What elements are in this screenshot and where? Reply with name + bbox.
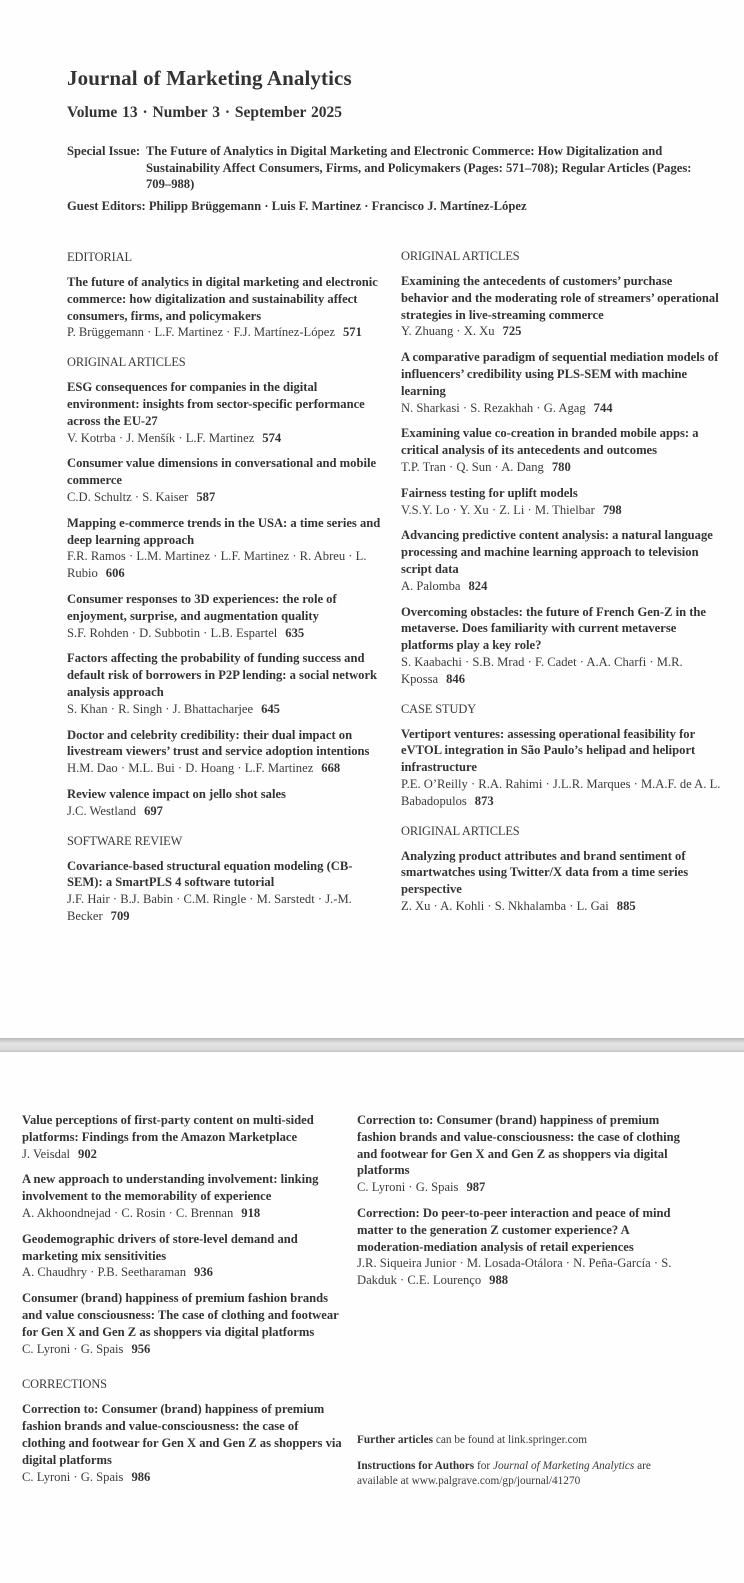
article-authors	[67, 489, 387, 506]
footer-notes	[357, 1433, 687, 1500]
author-list: V.S.Y. Lo · Y. Xu · Z. Li · M. Thielbar	[401, 502, 595, 517]
article-authors	[67, 324, 387, 341]
page-number: 645	[261, 701, 280, 716]
article-authors	[67, 625, 387, 642]
further-articles-note	[357, 1433, 687, 1448]
author-list: J.C. Westland	[67, 803, 137, 818]
guest-editors: Guest Editors: Philipp Brüggemann · Luis F. Martinez · Francisco J. Martínez-López	[67, 199, 527, 213]
section-heading: ORIGINAL ARTICLES	[67, 355, 186, 370]
section-heading: CASE STUDY	[401, 701, 477, 716]
author-list: J.F. Hair · B.J. Babin · C.M. Ringle · M. Sarstedt · J.-M. Becker	[67, 892, 352, 923]
article-authors	[22, 1205, 342, 1222]
page-number: 574	[262, 430, 282, 445]
page-number: 709	[110, 908, 130, 923]
section-heading: ORIGINAL ARTICLES	[401, 249, 520, 263]
instructions-label: Instructions for Authors	[357, 1460, 475, 1472]
author-list: A. Akhoondnejad · C. Rosin · C. Brennan	[22, 1205, 234, 1220]
page2-left-column	[22, 1112, 342, 1494]
instructions-for-text: for	[474, 1460, 493, 1472]
article-authors	[67, 803, 387, 820]
article-authors	[67, 701, 387, 718]
page1-right-column	[401, 249, 721, 924]
article-title[interactable]: Vertiport ventures: assessing operational feasibility for eVTOL integration in São Paulo’s helipad and heliport infrastructure	[401, 726, 696, 775]
article-entry[interactable]	[67, 274, 387, 341]
author-list: C. Lyroni · G. Spais	[22, 1341, 124, 1356]
article-entry[interactable]	[401, 485, 721, 519]
further-articles-link[interactable]: can be found at link.springer.com	[433, 1434, 588, 1446]
article-entry[interactable]	[67, 379, 387, 446]
page2-right-column	[357, 1112, 687, 1298]
article-title[interactable]: ESG consequences for companies in the digital environment: insights from sector-specific performance across the EU-27	[67, 380, 365, 428]
article-title[interactable]: Doctor and celebrity credibility: their dual impact on livestream viewers’ trust and service adoption intentions	[67, 727, 370, 759]
page-separator	[0, 1038, 744, 1052]
page-number: 725	[502, 324, 522, 339]
author-list: C. Lyroni · G. Spais	[357, 1180, 459, 1195]
page-number: 824	[468, 578, 488, 593]
article-authors	[67, 430, 387, 447]
page-number: 936	[194, 1265, 213, 1280]
page-number: 846	[446, 671, 465, 686]
article-title[interactable]: Consumer value dimensions in conversational and mobile commerce	[67, 456, 377, 488]
article-entry[interactable]	[22, 1401, 342, 1485]
article-authors	[401, 898, 721, 915]
article-title[interactable]: The future of analytics in digital marketing and electronic commerce: how digitalization and sustainability affect consumers, firms, and policymakers	[67, 275, 378, 323]
article-authors	[401, 578, 721, 595]
author-list: J.R. Siqueira Junior · M. Losada-Otálora · N. Peña-García · S. Dakduk · C.E. Lourenço	[357, 1256, 672, 1288]
author-list: N. Sharkasi · S. Rezakhah · G. Agag	[401, 400, 586, 415]
page-number: 988	[489, 1273, 509, 1288]
article-authors	[22, 1341, 342, 1358]
article-authors	[67, 548, 387, 582]
page-number: 587	[196, 489, 216, 504]
page-number: 697	[144, 803, 163, 818]
article-entry[interactable]	[401, 604, 721, 688]
article-authors	[22, 1469, 342, 1486]
volume-issue-line: Volume 13 · Number 3 · September 2025	[67, 104, 342, 121]
article-authors	[67, 760, 387, 777]
article-authors	[401, 654, 721, 688]
article-title[interactable]: Consumer (brand) happiness of premium fashion brands and value consciousness: The case of clothing and footwear for Gen X and Gen Z as shoppers via digital platforms	[22, 1291, 339, 1339]
author-list: J. Veisdal	[22, 1146, 71, 1161]
section-heading: EDITORIAL	[67, 250, 132, 264]
article-title[interactable]: Advancing predictive content analysis: a natural language processing and machine learning approach to television script data	[401, 528, 713, 576]
article-authors	[22, 1146, 342, 1163]
article-entry[interactable]	[67, 455, 387, 505]
article-title[interactable]: Review valence impact on jello shot sales	[67, 786, 286, 801]
page-number: 873	[474, 793, 494, 808]
article-title[interactable]: Consumer responses to 3D experiences: the role of enjoyment, surprise, and augmentation quality	[67, 591, 337, 623]
article-entry[interactable]	[401, 349, 721, 416]
article-authors	[357, 1255, 687, 1289]
special-issue-label: Special Issue:	[67, 144, 141, 158]
article-entry[interactable]	[67, 858, 387, 925]
section-heading: ORIGINAL ARTICLES	[401, 823, 520, 838]
author-list: C. Lyroni · G. Spais	[22, 1469, 124, 1484]
article-entry[interactable]	[22, 1171, 342, 1221]
article-title[interactable]: Correction to: Consumer (brand) happiness of premium fashion brands and value-consciousness: the case of clothing and footwear for Gen X and Gen Z as shoppers via digital platforms	[22, 1402, 342, 1467]
author-list: S. Kaabachi · S.B. Mrad · F. Cadet · A.A. Charfi · M.R. Kpossa	[401, 654, 683, 686]
article-authors	[357, 1179, 687, 1196]
author-list: A. Palomba	[401, 578, 461, 593]
special-issue-note	[67, 143, 707, 193]
article-entry[interactable]	[401, 527, 721, 594]
article-entry[interactable]	[357, 1112, 687, 1196]
article-authors	[401, 459, 721, 476]
article-title[interactable]: Factors affecting the probability of funding success and default risk of borrowers in P2P lending: a social network analysis approach	[67, 651, 378, 699]
article-title[interactable]: Correction: Do peer-to-peer interaction and peace of mind matter to the generation Z customer experience? A moderation-mediation analysis of retail experiences	[357, 1205, 671, 1254]
toc-page-2	[0, 1052, 744, 1583]
article-entry[interactable]	[22, 1231, 342, 1281]
article-entry[interactable]	[67, 727, 387, 777]
page-number: 918	[241, 1205, 261, 1220]
article-entry[interactable]	[22, 1112, 342, 1162]
page-number: 987	[466, 1180, 486, 1195]
page-number: 744	[593, 400, 613, 415]
page-number: 986	[131, 1469, 151, 1484]
article-title[interactable]: A comparative paradigm of sequential mediation models of influencers’ credibility using PLS-SEM with machine learning	[401, 350, 719, 398]
article-entry[interactable]	[401, 848, 721, 915]
author-list: S.F. Rohden · D. Subbotin · L.B. Espartel	[67, 625, 278, 640]
article-entry[interactable]	[67, 786, 387, 820]
instructions-journal-name: Journal of Marketing Analytics	[493, 1460, 635, 1472]
article-title[interactable]: Examining the antecedents of customers’ purchase behavior and the moderating role of streamers’ operational strategies in live-streaming commerce	[401, 274, 719, 322]
author-list: Z. Xu · A. Kohli · S. Nkhalamba · L. Gai	[401, 898, 609, 913]
article-authors	[401, 400, 721, 417]
author-list: C.D. Schultz · S. Kaiser	[67, 489, 189, 504]
author-list: H.M. Dao · M.L. Bui · D. Hoang · L.F. Martinez	[67, 761, 314, 776]
article-title[interactable]: Overcoming obstacles: the future of French Gen-Z in the metaverse. Does familiarity with current metaverse platforms play a key role?	[401, 604, 707, 653]
article-authors	[67, 891, 387, 925]
article-title[interactable]: Correction to: Consumer (brand) happiness of premium fashion brands and value-consciousness: the case of clothing and footwear for Gen X and Gen Z as shoppers via digital platforms	[357, 1113, 680, 1178]
article-entry[interactable]	[401, 726, 721, 810]
page-number: 668	[321, 761, 341, 776]
further-articles-label: Further articles	[357, 1434, 434, 1446]
page-number: 902	[78, 1146, 97, 1161]
page-number: 885	[616, 898, 636, 913]
article-authors	[401, 323, 721, 340]
page1-left-column	[67, 250, 387, 934]
author-list: V. Kotrba · J. Menšík · L.F. Martinez	[67, 430, 255, 445]
page-number: 956	[131, 1341, 151, 1356]
article-title[interactable]: Fairness testing for uplift models	[401, 485, 578, 500]
section-heading: SOFTWARE REVIEW	[67, 833, 183, 848]
article-entry[interactable]	[67, 650, 387, 717]
article-entry[interactable]	[22, 1290, 342, 1357]
author-list: S. Khan · R. Singh · J. Bhattacharjee	[67, 701, 254, 716]
author-list: F.R. Ramos · L.M. Martinez · L.F. Martinez · R. Abreu · L. Rubio	[67, 549, 367, 581]
article-title[interactable]: Examining value co-creation in branded mobile apps: a critical analysis of its antecedents and outcomes	[401, 426, 699, 458]
article-title[interactable]: Value perceptions of first-party content on multi-sided platforms: Findings from the Amazon Marketplace	[22, 1113, 314, 1144]
article-title[interactable]: Mapping e-commerce trends in the USA: a time series and deep learning approach	[67, 515, 381, 547]
article-entry[interactable]	[401, 425, 721, 475]
article-entry[interactable]	[67, 591, 387, 641]
page-number: 780	[551, 459, 571, 474]
article-entry[interactable]	[357, 1205, 687, 1289]
article-title[interactable]: Analyzing product attributes and brand sentiment of smartwatches using Twitter/X data from a time series perspective	[401, 848, 689, 897]
instructions-note	[357, 1459, 687, 1489]
article-title[interactable]: A new approach to understanding involvement: linking involvement to the memorability of experience	[22, 1172, 319, 1204]
article-authors	[401, 502, 721, 519]
article-authors	[22, 1264, 342, 1281]
article-title[interactable]: Geodemographic drivers of store-level demand and marketing mix sensitivities	[22, 1231, 298, 1263]
author-list: P. Brüggemann · L.F. Martinez · F.J. Martínez-López	[67, 325, 335, 340]
article-entry[interactable]	[67, 515, 387, 582]
section-heading: CORRECTIONS	[22, 1377, 107, 1392]
author-list: T.P. Tran · Q. Sun · A. Dang	[401, 459, 544, 474]
special-issue-text: The Future of Analytics in Digital Marketing and Electronic Commerce: How Digitalization and Sustainability Affect Consumers, Firms, and Policymakers (Pages: 571–708); Regular Articles (Pages: 709–988)	[146, 144, 692, 191]
author-list: Y. Zhuang · X. Xu	[401, 324, 495, 339]
page-number: 798	[602, 502, 622, 517]
article-title[interactable]: Covariance-based structural equation modeling (CB-SEM): a SmartPLS 4 software tutorial	[67, 858, 353, 890]
page-number: 606	[105, 566, 125, 581]
article-authors	[401, 776, 721, 810]
author-list: P.E. O’Reilly · R.A. Rahimi · J.L.R. Marques · M.A.F. de A. L. Babadopulos	[401, 776, 721, 808]
article-entry[interactable]	[401, 273, 721, 340]
journal-title: Journal of Marketing Analytics	[67, 66, 352, 90]
page-number: 571	[343, 325, 362, 340]
instructions-link[interactable]: are available at www.palgrave.com/gp/journal/41270	[357, 1460, 651, 1487]
page-number: 635	[285, 625, 305, 640]
author-list: A. Chaudhry · P.B. Seetharaman	[22, 1265, 187, 1280]
